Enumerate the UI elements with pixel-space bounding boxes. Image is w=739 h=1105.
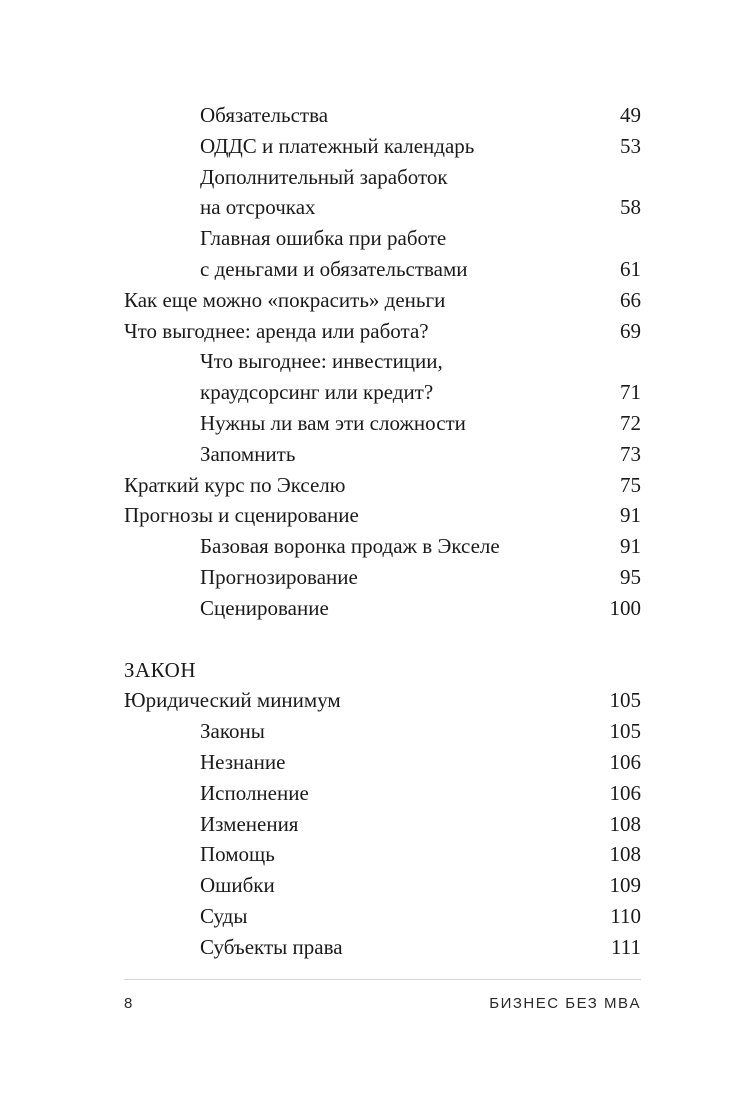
toc-entry bbox=[124, 593, 641, 624]
toc-entry-title: с деньгами и обязательствами bbox=[200, 256, 468, 281]
toc-entry bbox=[124, 932, 641, 963]
toc-entry-title: на отсрочках bbox=[200, 195, 316, 220]
toc-entry bbox=[124, 377, 641, 408]
toc-entry-title: Запомнить bbox=[200, 441, 296, 466]
toc-entry-page: 61 bbox=[620, 256, 641, 281]
toc-entry bbox=[124, 162, 641, 193]
toc-entry-page: 108 bbox=[609, 811, 641, 836]
toc-entry bbox=[124, 131, 641, 162]
toc-entry bbox=[124, 901, 641, 932]
toc-entry-page: 58 bbox=[620, 195, 641, 220]
toc-entry bbox=[124, 285, 641, 316]
toc-entry-page: 100 bbox=[609, 595, 641, 620]
toc-entry bbox=[124, 192, 641, 223]
toc-entry-title: Нужны ли вам эти сложности bbox=[200, 410, 466, 435]
toc-entry bbox=[124, 346, 641, 377]
toc-entry-title: Дополнительный заработок bbox=[200, 164, 448, 189]
toc-entry-page: 111 bbox=[611, 934, 641, 959]
toc-entry-page: 91 bbox=[620, 534, 641, 559]
table-of-contents bbox=[124, 100, 641, 963]
toc-entry bbox=[124, 316, 641, 347]
toc-entry bbox=[124, 100, 641, 131]
footer-rule bbox=[124, 979, 641, 980]
toc-entry-title: Изменения bbox=[200, 811, 299, 836]
toc-entry-page: 69 bbox=[620, 318, 641, 343]
toc-entry bbox=[124, 839, 641, 870]
toc-entry bbox=[124, 747, 641, 778]
toc-entry-title: Незнание bbox=[200, 749, 286, 774]
toc-entry-page: 66 bbox=[620, 287, 641, 312]
toc-entry-title: Помощь bbox=[200, 842, 275, 867]
toc-entry-page: 110 bbox=[610, 903, 641, 928]
toc-entry-title: Законы bbox=[200, 719, 265, 744]
toc-entry bbox=[124, 809, 641, 840]
toc-entry-page: 105 bbox=[609, 719, 641, 744]
toc-entry-title: Прогнозирование bbox=[200, 564, 358, 589]
toc-entry-title: Ошибки bbox=[200, 873, 275, 898]
toc-entry bbox=[124, 685, 641, 716]
toc-entry-page: 106 bbox=[609, 749, 641, 774]
running-head: БИЗНЕС БЕЗ MBA bbox=[489, 995, 641, 1012]
toc-entry-title: ОДДС и платежный календарь bbox=[200, 133, 475, 158]
toc-entry-title: Юридический минимум bbox=[124, 688, 341, 713]
toc-entry-title: Исполнение bbox=[200, 780, 309, 805]
toc-entry-page: 109 bbox=[609, 873, 641, 898]
toc-entry-title: краудсорсинг или кредит? bbox=[200, 380, 434, 405]
toc-entry bbox=[124, 254, 641, 285]
toc-entry bbox=[124, 716, 641, 747]
toc-entry bbox=[124, 778, 641, 809]
toc-entry-title: Что выгоднее: инвестиции, bbox=[200, 349, 443, 374]
toc-entry bbox=[124, 408, 641, 439]
page-footer bbox=[124, 995, 641, 1019]
toc-entry bbox=[124, 531, 641, 562]
toc-entry-page: 108 bbox=[609, 842, 641, 867]
toc-entry bbox=[124, 562, 641, 593]
toc-entry-title: Сценирование bbox=[200, 595, 329, 620]
toc-entry-page: 73 bbox=[620, 441, 641, 466]
toc-entry-title: Базовая воронка продаж в Экселе bbox=[200, 534, 500, 559]
toc-entry-page: 95 bbox=[620, 564, 641, 589]
toc-entry-page: 105 bbox=[609, 688, 641, 713]
toc-entry-title: Что выгоднее: аренда или работа? bbox=[124, 318, 429, 343]
toc-entry-title: Краткий курс по Экселю bbox=[124, 472, 346, 497]
toc-entry-page: 71 bbox=[620, 380, 641, 405]
toc-entry-page: 75 bbox=[620, 472, 641, 497]
toc-entry-title: Обязательства bbox=[200, 103, 329, 127]
toc-entry-page: 53 bbox=[620, 133, 641, 158]
toc-entry-title: Как еще можно «покрасить» деньги bbox=[124, 287, 446, 312]
toc-entry bbox=[124, 223, 641, 254]
page-number: 8 bbox=[124, 995, 133, 1012]
toc-entry-page: 106 bbox=[609, 780, 641, 805]
toc-entry bbox=[124, 439, 641, 470]
toc-entry-page: 49 bbox=[620, 103, 641, 127]
toc-entry bbox=[124, 500, 641, 531]
toc-entry-title: Субъекты права bbox=[200, 934, 343, 959]
toc-entry-title: Главная ошибка при работе bbox=[200, 226, 447, 251]
toc-entry-title: Прогнозы и сценирование bbox=[124, 503, 359, 528]
toc-entry-page: 72 bbox=[620, 410, 641, 435]
toc-entry-title: Суды bbox=[200, 903, 248, 928]
toc-entry-page: 91 bbox=[620, 503, 641, 528]
toc-entry bbox=[124, 870, 641, 901]
toc-section-heading bbox=[124, 655, 641, 686]
toc-entry bbox=[124, 470, 641, 501]
toc-entry-title: ЗАКОН bbox=[124, 657, 197, 682]
